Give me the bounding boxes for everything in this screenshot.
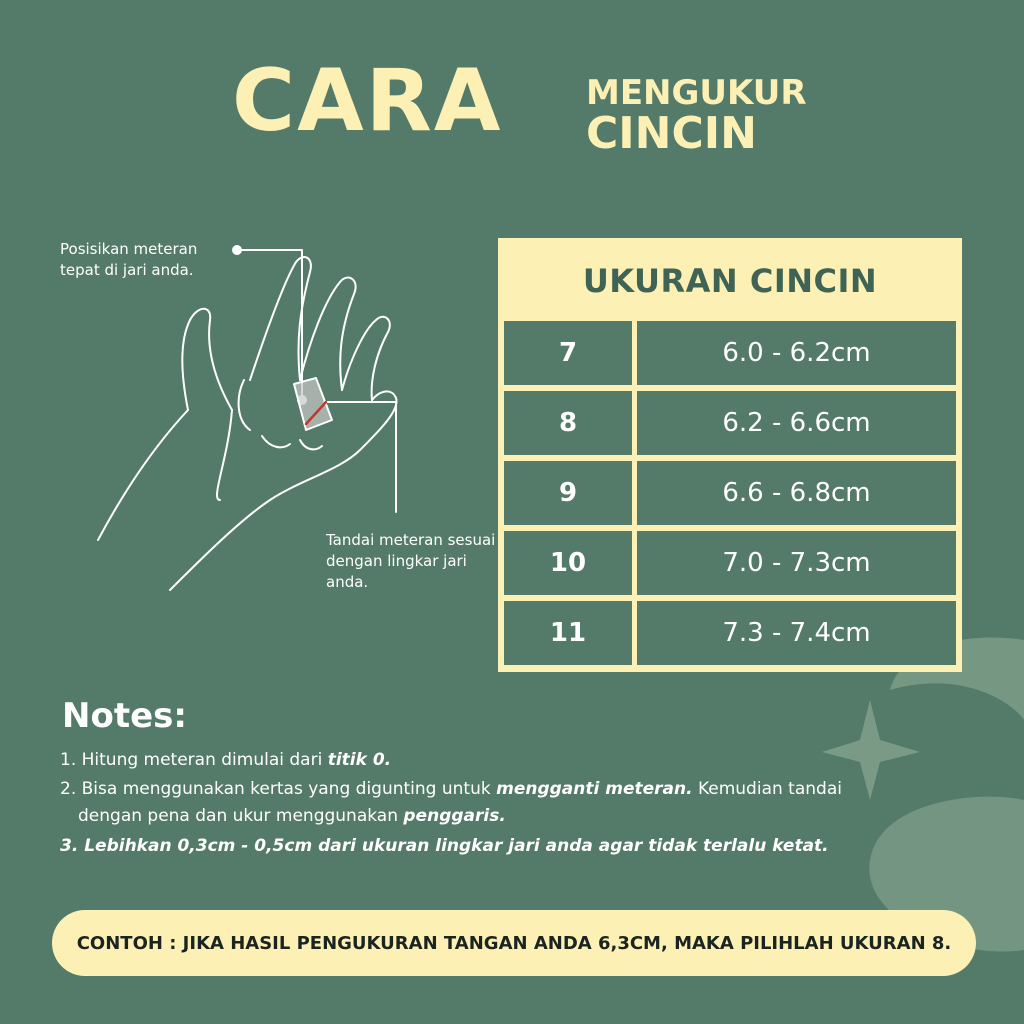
note-2 (60, 779, 842, 799)
size-number: 10 (504, 531, 632, 595)
note-2-line2-bold: penggaris. (403, 806, 506, 826)
note-1-bold: titik 0. (327, 750, 392, 770)
table-row (504, 531, 956, 595)
size-number: 7 (504, 321, 632, 385)
table-row (504, 391, 956, 455)
table-row (504, 601, 956, 665)
note-2-text: 2. Bisa menggunakan kertas yang digunting untuk (60, 779, 497, 799)
title-sub-line2: CINCIN (586, 108, 757, 159)
size-range: 6.2 - 6.6cm (637, 391, 956, 455)
size-number: 9 (504, 461, 632, 525)
size-range: 6.0 - 6.2cm (637, 321, 956, 385)
size-table (498, 238, 962, 672)
hand-label-bottom: Tandai meteran sesuai dengan lingkar jari anda. (326, 531, 496, 591)
notes-title: Notes: (62, 696, 187, 736)
hand-label-top: Posisikan meteran tepat di jari anda. (60, 240, 198, 279)
note-2-text-post: Kemudian tandai (692, 779, 842, 799)
note-2-bold: mengganti meteran. (496, 779, 693, 799)
example-banner: CONTOH : JIKA HASIL PENGUKURAN TANGAN ANDA 6,3CM, MAKA PILIHLAH UKURAN 8. (52, 910, 976, 976)
title-main: CARA (232, 51, 503, 151)
note-2-line2-text: dengan pena dan ukur menggunakan (78, 806, 404, 826)
size-range: 6.6 - 6.8cm (637, 461, 956, 525)
note-1-text: 1. Hitung meteran dimulai dari (60, 750, 328, 770)
title-sub-line1: MENGUKUR (586, 73, 807, 113)
size-range: 7.3 - 7.4cm (637, 601, 956, 665)
size-range: 7.0 - 7.3cm (637, 531, 956, 595)
size-number: 8 (504, 391, 632, 455)
note-2-line2 (78, 806, 506, 826)
note-1 (60, 750, 391, 770)
note-3: 3. Lebihkan 0,3cm - 0,5cm dari ukuran lingkar jari anda agar tidak terlalu ketat. (60, 836, 829, 856)
size-number: 11 (504, 601, 632, 665)
size-table-header: UKURAN CINCIN (582, 262, 878, 300)
table-row (504, 461, 956, 525)
table-row (504, 321, 956, 385)
